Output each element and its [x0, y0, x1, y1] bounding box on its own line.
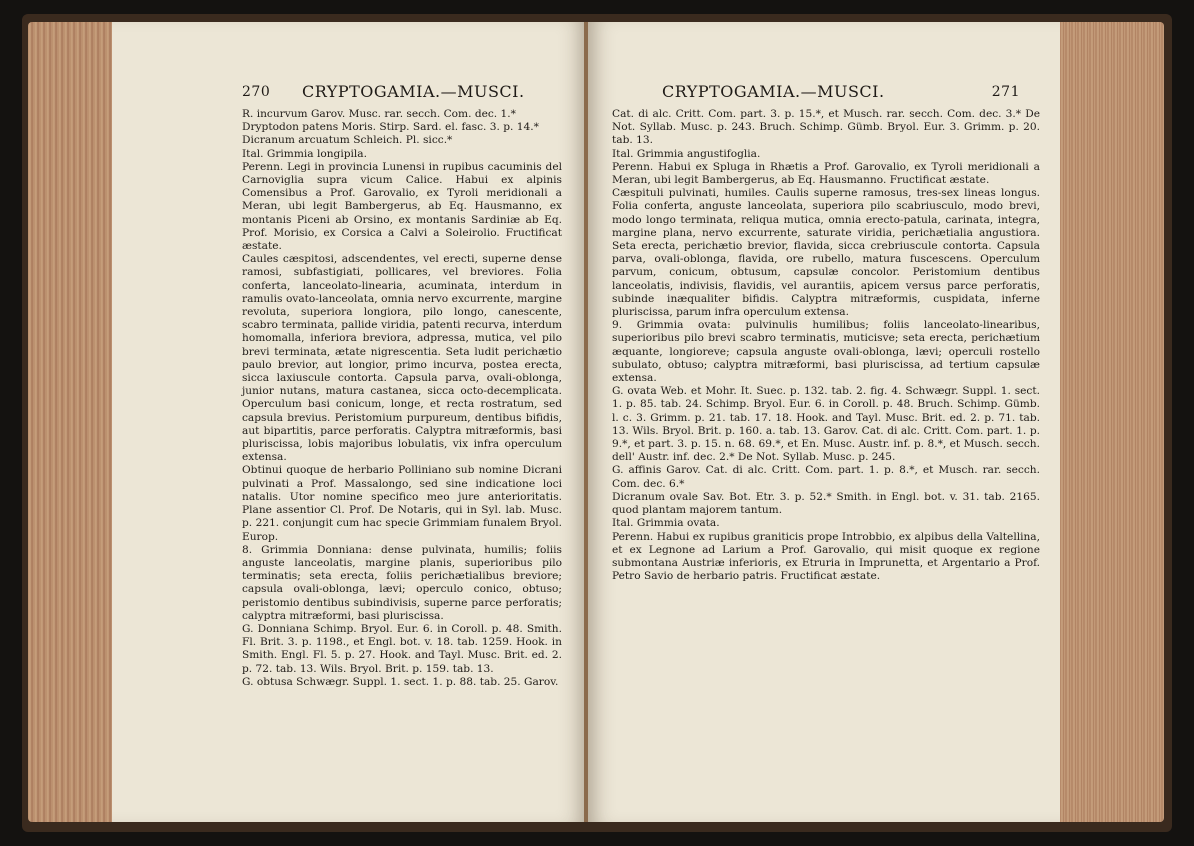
- italian-name-line: Ital. Grimmia angustifoglia.: [612, 147, 761, 160]
- description-paragraph: Caules cæspitosi, adscendentes, vel erecti, superne dense ramosi, subfastigiati, pollicares, vel breviores. Folia conferta, lanceolato-linearia, acuminata, interdum in ramulis ovato-lanceolata, omnia nervo excurrente, margine revoluta, superiora longiora, pilo longo, canescente, scabro terminata, pallide viridia, patenti recurva, interdum homomalla, inferiora breviora, adpressa, mutica, vel pilo brevi terminata, ætate nigrescentia. Seta ludit perichætio paulo brevior, aut longior, primo incurva, postea erecta, sicca laxiuscule contorta. Capsula parva, ovali-oblonga, junior nutans, matura castanea, sicca octo-decemplicata. Operculum basi conicum, longe, et recta rostratum, sed capsula brevius. Peristomium purpureum, dentibus bifidis, aut bipartitis, parce perforatis. Calyptra mitræformis, basi pluriscissa, lobis majoribus lobulatis, vix infra operculum extensa.: [242, 253, 562, 464]
- italian-name-line: Ital. Grimmia longipila.: [242, 147, 367, 160]
- left-page-body: [242, 108, 562, 689]
- locality-paragraph: Perenn. Habui ex rupibus graniticis prope Introbbio, ex alpibus della Valtellina, et ex Legnone ad Larium a Prof. Garovalio, qui misit quoque ex regione submontana Austriæ inferioris, ex Etruria in Imprunetta, et Argentario a Prof. Petro Savio de herbario patris. Fructificat æstate.: [612, 530, 1040, 583]
- synonym-paragraph: G. Donniana Schimp. Bryol. Eur. 6. in Coroll. p. 48. Smith. Fl. Brit. 3. p. 1198., et Engl. bot. v. 18. tab. 1259. Hook. in Smith. Engl. Fl. 5. p. 27. Hook. and Tayl. Musc. Brit. ed. 2. p. 72. tab. 13. Wils. Bryol. Brit. p. 159. tab. 13.: [242, 622, 562, 675]
- citation-paragraph: Cat. di alc. Critt. Com. part. 3. p. 15.*, et Musch. rar. secch. Com. dec. 3.* De Not. Syllab. Musc. p. 243. Bruch. Schimp. Gümb. Bryol. Eur. 3. Grimm. p. 20. tab. 13.: [612, 108, 1040, 147]
- note-paragraph: Obtinui quoque de herbario Polliniano sub nomine Dicrani pulvinati a Prof. Massalongo, sed sine indicatione loci natalis. Utor nomine specifico meo jure anterioritatis. Plane assentior Cl. Prof. De Notaris, qui in Syl. lab. Musc. p. 221. conjungit cum hac specie Grimmiam funalem Bryol. Europ.: [242, 464, 562, 543]
- left-page-header: [242, 82, 562, 108]
- synonym-line: R. incurvum Garov. Musc. rar. secch. Com. dec. 1.*: [242, 108, 516, 120]
- running-head: CRYPTOGAMIA.—MUSCI.: [302, 82, 525, 101]
- left-page: [112, 22, 586, 822]
- synonym-paragraph: G. ovata Web. et Mohr. It. Suec. p. 132. tab. 2. fig. 4. Schwægr. Suppl. 1. sect. 1. p. 85. tab. 24. Schimp. Bryol. Eur. 6. in Coroll. p. 48. Bruch. Schimp. Gümb. l. c. 3. Grimm. p. 21. tab. 17. 18. Hook. and Tayl. Musc. Brit. ed. 2. p. 71. tab. 13. Wils. Bryol. Brit. p. 160. a. tab. 13. Garov. Cat. di alc. Critt. Com. part. 1. p. 9.*, et part. 3. p. 15. n. 68. 69.*, et En. Musc. Austr. inf. p. 8.*, et Musch. secch. dell' Austr. inf. dec. 2.* De Not. Syllab. Musc. p. 245.: [612, 385, 1040, 464]
- right-page-header: [612, 82, 1040, 108]
- synonym-paragraph: Dicranum ovale Sav. Bot. Etr. 3. p. 52.* Smith. in Engl. bot. v. 31. tab. 2165. quod plantam majorem tantum.: [612, 490, 1040, 517]
- synonym-line: G. obtusa Schwægr. Suppl. 1. sect. 1. p. 88. tab. 25. Garov.: [242, 675, 559, 688]
- right-page-body: [612, 108, 1040, 583]
- species-diagnosis: 9. Grimmia ovata: pulvinulis humilibus; foliis lanceolato-linearibus, superioribus pilo brevi scabro terminatis, muticisve; seta erecta, perichætium æquante, longioreve; capsula anguste ovali-oblonga, lævi; operculi rostello subulato, obtuso; calyptra mitræformi, basi pluriscissa, ad tertium capsulæ extensa.: [612, 319, 1040, 385]
- page-edges-left: [28, 22, 114, 822]
- running-head: CRYPTOGAMIA.—MUSCI.: [662, 82, 885, 101]
- synonym-line: Dicranum arcuatum Schleich. Pl. sicc.*: [242, 134, 453, 147]
- page-number: 271: [991, 84, 1020, 100]
- page-number: 270: [242, 84, 271, 100]
- right-page: [588, 22, 1060, 822]
- italian-name-line: Ital. Grimmia ovata.: [612, 517, 720, 530]
- page-edges-right: [1058, 22, 1164, 822]
- species-diagnosis: 8. Grimmia Donniana: dense pulvinata, humilis; foliis anguste lanceolatis, margine planis, superioribus pilo terminatis; seta erecta, foliis perichætialibus breviore; capsula ovali-oblonga, lævi; operculo conico, obtuso; peristomio dentibus subindivisis, superne parce perforatis; calyptra mitræformi, basi pluriscissa.: [242, 543, 562, 622]
- locality-paragraph: Perenn. Habui ex Spluga in Rhætis a Prof. Garovalio, ex Tyroli meridionali a Meran, ubi legit Bambergerus, ab Eq. Hausmanno. Fructificat æstate.: [612, 160, 1040, 187]
- synonym-line: Dryptodon patens Moris. Stirp. Sard. el. fasc. 3. p. 14.*: [242, 121, 539, 134]
- locality-paragraph: Perenn. Legi in provincia Lunensi in rupibus cacuminis del Carnoviglia supra vicum Calice. Habui ex alpinis Comensibus a Prof. Garovalio, ex Tyroli meridionali a Meran, ubi legit Bambergerus, ab Eq. Hausmanno, ex montanis Piceni ab Orsino, ex montanis Sardiniæ ab Eq. Prof. Morisio, ex Corsica a Calvi a Soleirolio. Fructificat æstate.: [242, 160, 562, 253]
- synonym-paragraph: G. affinis Garov. Cat. di alc. Critt. Com. part. 1. p. 8.*, et Musch. rar. secch. Com. dec. 6.*: [612, 464, 1040, 490]
- description-paragraph: Cæspituli pulvinati, humiles. Caulis superne ramosus, tres-sex lineas longus. Folia conferta, anguste lanceolata, superiora pilo scabriusculo, modo brevi, modo longo terminata, reliqua mutica, omnia erecto-patula, carinata, integra, margine plana, nervo excurrente, saturate viridia, perichætialia angustiora. Seta erecta, perichætio brevior, flavida, sicca crebriuscule contorta. Capsula parva, ovali-oblonga, flavida, ore rubello, matura fuscescens. Operculum parvum, conicum, obtusum, capsulæ concolor. Peristomium dentibus lanceolatis, indivisis, flavidis, vel aurantiis, apicem versus parce perforatis, subinde inæqualiter bifidis. Calyptra mitræformis, cuspidata, inferne pluriscissa, parum infra operculum extensa.: [612, 187, 1040, 319]
